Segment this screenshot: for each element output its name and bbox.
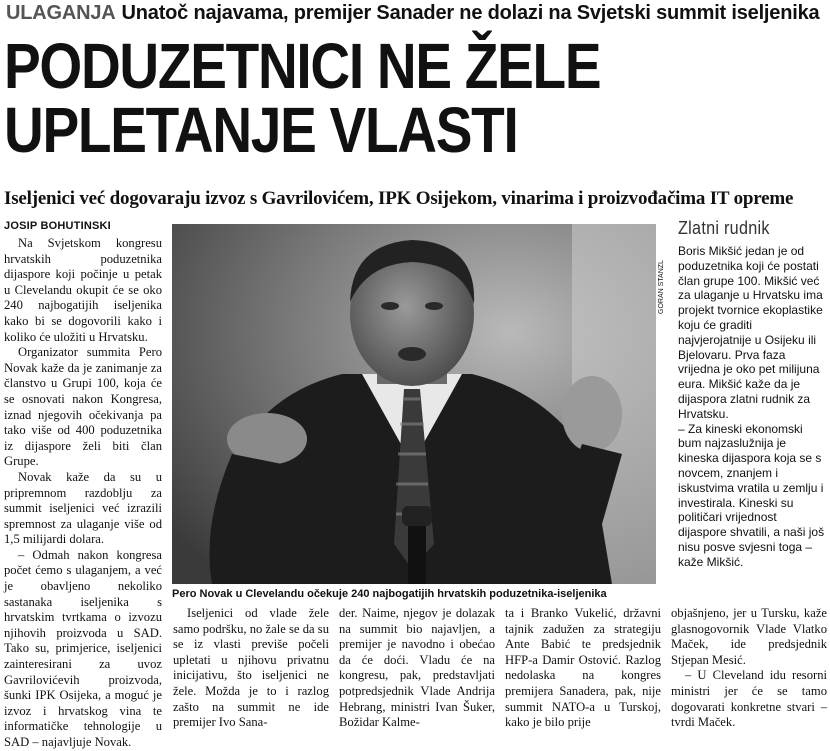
- headline: [4, 30, 711, 166]
- article-column-1: [4, 236, 162, 749]
- article-column-5: [671, 606, 827, 736]
- byline: JOSIP BOHUTINSKI: [4, 220, 111, 232]
- section-label: ULAGANJA: [6, 2, 116, 24]
- paragraph: Na Svjetskom kongresu hrvatskih poduzetnika dijaspore koji počinje u petak u Clevelandu okupit će se oko 240 najbogatijih iseljenika kako bi se dogovorili kako i koliko će uložiti u Hrvatsku.: [4, 236, 162, 344]
- photo-illustration: [172, 224, 656, 584]
- article-column-3: [339, 606, 495, 736]
- photo: [172, 224, 656, 584]
- paragraph: ta i Branko Vukelić, državni tajnik zadužen za strategiju Ante Babić te predsjednik HFP-a Damir Ostović. Razlog nedolaska na kongres premijera Sanadera, pak, nije summit NATO-a u Turskoj, kako je bilo prije: [505, 606, 661, 730]
- photo-caption: Pero Novak u Clevelandu očekuje 240 najbogatijih hrvatskih poduzetnika-iseljenika: [172, 588, 607, 600]
- kicker-text: Unatoč najavama, premijer Sanader ne dolazi na Svjetski summit iseljenika: [121, 2, 820, 24]
- sidebar-paragraph: – Za kineski ekonomski bum najzaslužnija je kineska dijaspora koja se s novcem, znanjem i iskustvima vratila u zemlju i investirala. Kineski su političari vrijednost dijaspore shvatili, a naši još nisu posve svjesni toga – kaže Mikšić.: [678, 421, 825, 569]
- paragraph: Iseljenici od vlade žele samo podršku, no žale se da su se iz vlasti previše počeli upletati u njihovu privatnu inicijativu, što iseljenici ne žele. Možda je to i razlog zašto na summit ne ide premijer Ivo Sana-: [173, 606, 329, 730]
- headline-line-2: UPLETANJE VLASTI: [4, 94, 518, 166]
- sidebar-title: Zlatni rudnik: [678, 218, 770, 238]
- article-column-2: [173, 606, 329, 736]
- headline-line-1: PODUZETNICI NE ŽELE: [4, 30, 601, 102]
- photo-credit: GORAN STANZL: [658, 260, 665, 314]
- paragraph: Novak kaže da su u pripremnom razdoblju za summit iseljenici već izrazili spremnost za ulaganje više od 1,5 milijardi dolara.: [4, 469, 162, 547]
- sidebar-text: [678, 244, 826, 604]
- paragraph: der. Naime, njegov je dolazak na summit bio najavljen, a premijer je navodno i obećao da će doći. Vladu će na kongresu, pak, predstavljati potpredsjednik Vlade Andrija Hebrang, ministri Ivan Šuker, Božidar Kalme-: [339, 606, 495, 730]
- paragraph: Organizator summita Pero Novak kaže da je zanimanje za članstvo u Grupi 100, koja će se osnovati nakon Kongresa, iznad njegovih očekivanja pa tako više od 400 poduzetnika iz dijaspore želi biti član Grupe.: [4, 345, 162, 469]
- subheadline: Iseljenici već dogovaraju izvoz s Gavrilovićem, IPK Osijekom, vinarima i proizvođačima IT opreme: [4, 188, 794, 209]
- sidebar-paragraph: Boris Mikšić jedan je od poduzetnika koji će postati član grupe 100. Mikšić već za ulaganje u Hrvatsku ima projekt tvornice ekoplastike koju će graditi najvjerojatnije u Osijeku ili Bjelovaru. Prva faza vrijedna je oko pet milijuna eura. Mikšić kaže da je dijaspora zlatni rudnik za Hrvatsku.: [678, 244, 823, 421]
- paragraph: objašnjeno, jer u Tursku, kaže glasnogovornik Vlade Vlatko Maček, ide predsjednik Stjepan Mesić.: [671, 606, 827, 667]
- article-column-4: [505, 606, 661, 736]
- kicker: [6, 2, 826, 28]
- paragraph: – U Cleveland idu resorni ministri jer će se tamo dogovarati konkretne stvari – tvrdi Maček.: [671, 668, 827, 730]
- paragraph: – Odmah nakon kongresa počet ćemo s ulaganjem, a već je obavljeno nekoliko sastanaka iseljenika s hrvatskim tvrtkama o izvozu njihovih proizvoda u SAD. Tako su, primjerice, iseljenici zainteresirani za uvoz Gavrilovićevih proizvoda, šunki IPK Osijeka, a moguć je izvoz i hrvatskog vina te informatičke tehnologije u SAD – najavljuje Novak.: [4, 547, 162, 749]
